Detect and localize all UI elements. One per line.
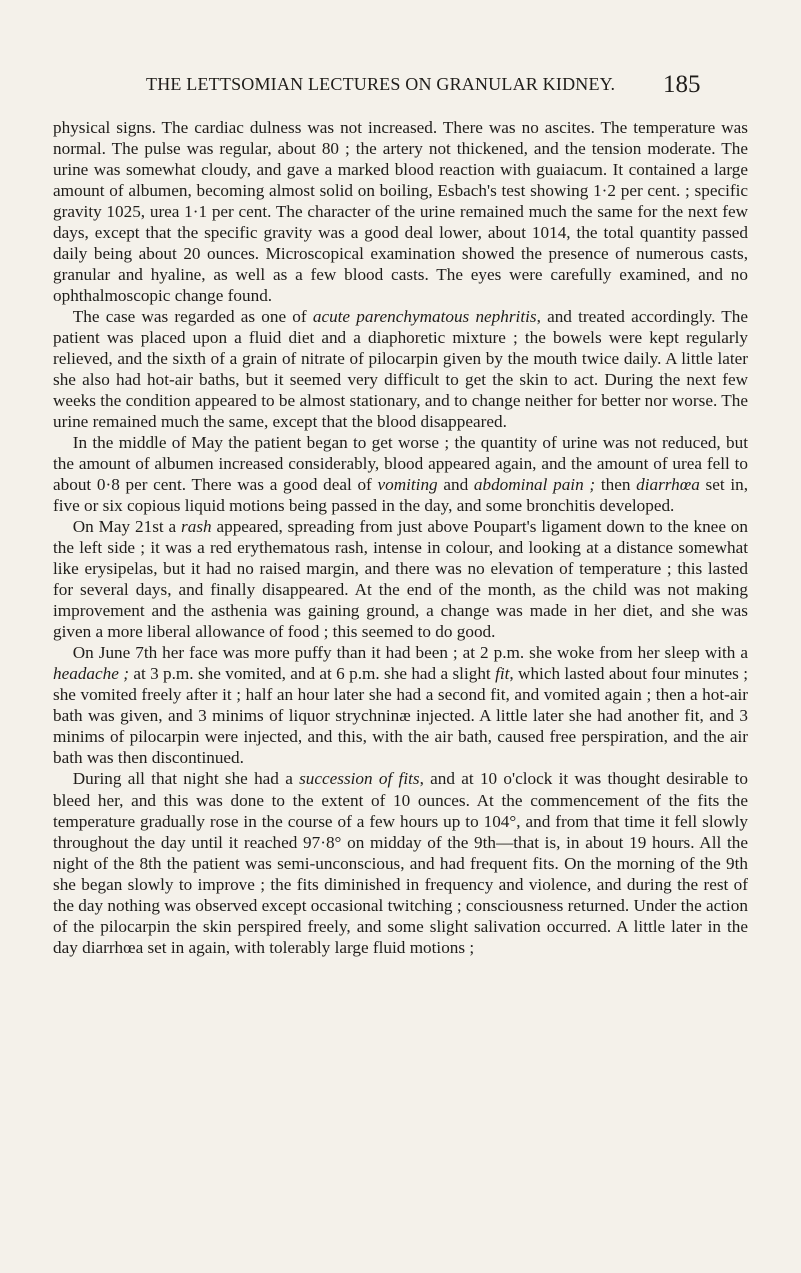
paragraph: [53, 306, 748, 432]
italic-phrase: rash: [181, 517, 212, 537]
paragraph: [53, 642, 748, 768]
italic-phrase: vomiting: [377, 475, 438, 495]
paragraph-text: On May 21st a: [72, 517, 182, 537]
paragraph-text: , and treated accordingly. The patient was placed upon a fluid diet and a diaphoretic mixture ; the bowels were kept regularly relieved, and the sixth of a grain of nitrate of pilocarpin given by the mouth twice daily. A little later she also had hot-air baths, but it seemed very difficult to get the skin to act. During the next few weeks the condition appeared to be almost stationary, and to change neither for better nor worse. The urine remained much the same, except that the blood disappeared.: [53, 307, 749, 432]
italic-phrase: diarrhœa: [636, 475, 700, 495]
paragraph: [53, 516, 748, 642]
italic-phrase: acute parenchymatous nephritis: [312, 307, 537, 327]
paragraph: [53, 432, 748, 516]
paragraph: [53, 117, 748, 306]
italic-phrase: succession of fits: [299, 769, 420, 789]
paragraph-text: at 3 p.m. she vomited, and at 6 p.m. she had a slight: [128, 664, 496, 684]
paragraph-text: , and at 10 o'clock it was thought desirable to bleed her, and this was done to the extent of 10 ounces. At the commencement of the fits the temperature gradually rose in the course of a few hours up to 104°, and from that time it fell slowly throughout the day until it reached 97·8° on midday of the 9th—that is, in about 19 hours. All the night of the 8th the patient was semi-unconscious, and had frequent fits. On the morning of the 9th she began slowly to improve ; the fits diminished in frequency and violence, and during the rest of the day nothing was observed except occasional twitching ; consciousness returned. Under the action of the pilocarpin the skin perspired freely, and some slight salivation occurred. A little later in the day diarrhœa set in again, with tolerably large fluid motions ;: [53, 769, 748, 957]
paragraph-text: , which lasted about four minutes ; she vomited freely after it ; half an hour later she had a second fit, and vomited again ; then a hot-air bath was given, and 3 minims of liquor strychninæ injected. A little later she had another fit, and 3 minims of pilocarpin were injected, and this, with the air bath, caused free perspiration, and the air bath was then discontinued.: [53, 664, 748, 768]
paragraph-text: and: [437, 475, 474, 495]
paragraph-text: then: [595, 475, 637, 495]
paragraph: [53, 768, 748, 957]
paragraph-text: On June 7th her face was more puffy than it had been ; at 2 p.m. she woke from her sleep with a: [72, 643, 748, 663]
italic-phrase: abdominal pain ;: [473, 475, 596, 495]
italic-phrase: headache ;: [53, 664, 129, 684]
italic-phrase: fit: [495, 664, 510, 684]
body-text: [53, 117, 748, 958]
running-head: THE LETTSOMIAN LECTURES ON GRANULAR KIDNEY.: [146, 74, 616, 94]
page-number: 185: [663, 71, 701, 98]
paragraph-text: During all that night she had a: [72, 769, 300, 789]
paragraph-text: physical signs. The cardiac dulness was not increased. There was no ascites. The temperature was normal. The pulse was regular, about 80 ; the artery not thickened, and the tension moderate. The urine was somewhat cloudy, and gave a marked blood reaction with guaiacum. It contained a large amount of albumen, becoming almost solid on boiling, Esbach's test showing 1·2 per cent. ; specific gravity 1025, urea 1·1 per cent. The character of the urine remained much the same for the next few days, except that the specific gravity was a good deal lower, about 1014, the total quantity passed daily being about 20 ounces. Microscopical examination showed the presence of numerous casts, granular and hyaline, as well as a few blood casts. The eyes were carefully examined, and no ophthalmoscopic change found.: [53, 118, 748, 306]
paragraph-text: The case was regarded as one of: [72, 307, 313, 327]
paragraph-text: set in, five or six copious liquid motions being passed in the day, and some bronchitis developed.: [53, 475, 749, 516]
paragraph-text: In the middle of May the patient began to get worse ; the quantity of urine was not reduced, but the amount of albumen increased considerably, blood appeared again, and the amount of urea fell to about 0·8 per cent. There was a good deal of: [53, 433, 748, 495]
paragraph-text: appeared, spreading from just above Poupart's ligament down to the knee on the left side ; it was a red erythematous rash, intense in colour, and looking at a distance somewhat like erysipelas, but it had no raised margin, and there was no elevation of temperature ; this lasted for several days, and finally disappeared. At the end of the month, as the child was not making improvement and the asthenia was gaining ground, a change was made in her diet, and she was given a more liberal allowance of food ; this seemed to do good.: [53, 517, 748, 642]
